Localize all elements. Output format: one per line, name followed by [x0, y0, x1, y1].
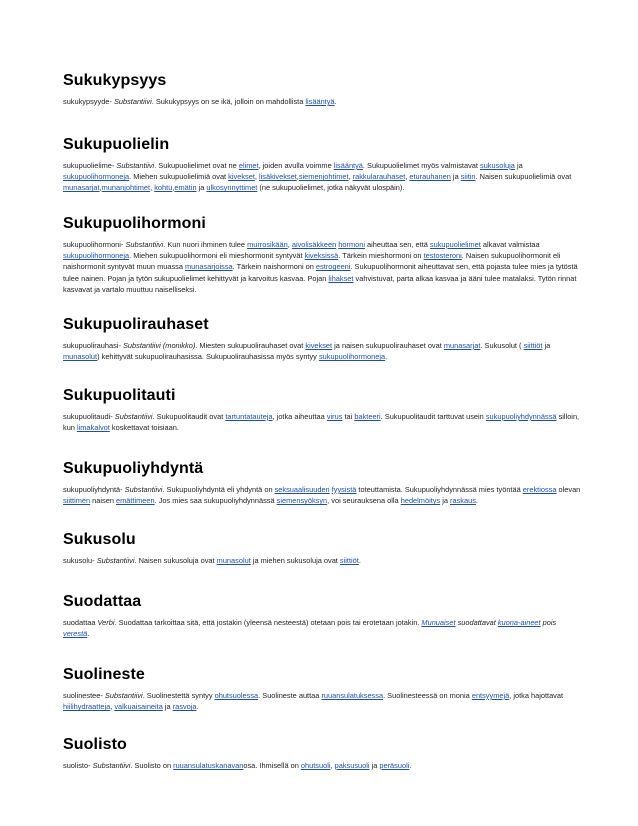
- definition-text: tai: [342, 412, 355, 421]
- glossary-link[interactable]: hiilihydraatteja: [63, 702, 111, 712]
- definition-text: .: [409, 761, 412, 770]
- definition-text: . Miehen sukupuolielimiä ovat: [129, 172, 229, 182]
- definition-text: sukupuoliyhdyntä-: [63, 485, 125, 494]
- definition-text: .: [334, 97, 337, 106]
- entry-definition: [63, 484, 583, 506]
- glossary-link[interactable]: emätin: [174, 183, 197, 193]
- glossary-link[interactable]: ruuansulatuskanavan: [173, 761, 244, 770]
- glossary-link[interactable]: kivekset: [305, 341, 333, 350]
- definition-text: ,: [348, 172, 353, 182]
- glossary-link[interactable]: hedelmöitys: [400, 496, 441, 506]
- definition-text: ,: [405, 172, 410, 182]
- definition-text: suodattaa: [63, 618, 98, 627]
- glossary-link[interactable]: sukupuolihormoneja: [318, 352, 386, 362]
- definition-text: silloin, kun: [63, 412, 580, 433]
- definition-text: sukupuolitaudi-: [63, 412, 115, 421]
- definition-text: . Suolinesteessä on monia: [383, 691, 472, 700]
- glossary-link[interactable]: testosteroni: [423, 251, 462, 261]
- glossary-link[interactable]: emättimeen: [116, 496, 155, 506]
- glossary-link[interactable]: kohtu: [154, 183, 173, 193]
- italic-text: Substantiivi: [104, 691, 143, 700]
- glossary-link[interactable]: kiveksissä: [304, 251, 339, 261]
- entry-sukupuolirauhaset: [63, 316, 583, 362]
- definition-text: . Naisen sukusoluja ovat: [134, 556, 217, 565]
- entry-definition: [63, 340, 583, 362]
- glossary-link[interactable]: seksuaalisuuden: [274, 485, 330, 494]
- entry-definition: [63, 690, 583, 712]
- definition-text: .: [87, 629, 90, 639]
- entry-title: Sukupuolielin: [63, 136, 170, 153]
- glossary-link[interactable]: rasvoja: [172, 702, 197, 712]
- glossary-link[interactable]: estrogeeni: [315, 262, 351, 272]
- definition-text: . Sukupuolitaudit ovat: [152, 412, 226, 421]
- definition-text: toteuttamista. Sukupuoliyhdynnässä mies työntää: [356, 485, 523, 494]
- italic-text: Substantiivi: [113, 97, 152, 106]
- definition-text: . Suolisto on: [130, 761, 174, 770]
- definition-text: . Sukusolut (: [480, 341, 524, 350]
- definition-text: sukusolu-: [63, 556, 97, 565]
- definition-text: . Sukukypsyys on se ikä, jolloin on mahdollista: [151, 97, 306, 106]
- definition-text: ,: [287, 240, 292, 249]
- italic-text: Substantiivi: [96, 556, 135, 565]
- definition-text: sukupuolihormoni-: [63, 240, 126, 249]
- definition-text: ja naisen sukupuolirauhaset ovat: [332, 341, 444, 350]
- glossary-link[interactable]: raskaus: [450, 496, 476, 506]
- entry-suodattaa: [63, 593, 583, 639]
- glossary-link[interactable]: Munuaiset: [421, 618, 456, 627]
- entry-title: Suolisto: [63, 736, 127, 753]
- glossary-link[interactable]: kivekset: [228, 172, 255, 182]
- definition-text: olevan: [556, 485, 581, 494]
- definition-text: sukupuolirauhasi-: [63, 341, 123, 350]
- definition-text: . Miesten sukupuolirauhaset ovat: [195, 341, 306, 350]
- definition-text: . Suolineste auttaa: [258, 691, 322, 700]
- glossary-link[interactable]: sukupuolihormoneja: [63, 251, 130, 261]
- definition-text: ja: [196, 183, 207, 193]
- glossary-link[interactable]: limakalvot: [76, 423, 110, 433]
- entry-definition: [63, 96, 583, 107]
- italic-text: Substantiivi: [124, 485, 163, 494]
- definition-text: ) kehittyvät sukupuolirauhasissa. Sukupuolirauhasissa myös syntyy: [97, 352, 319, 362]
- glossary-link[interactable]: ruuansulatuksessa: [321, 691, 384, 700]
- definition-text: .: [385, 352, 388, 362]
- definition-text: osa. Ihmisellä on: [243, 761, 301, 770]
- entry-definition: [63, 617, 583, 639]
- entry-sukupuolielin: [63, 136, 583, 194]
- entry-suolisto: [63, 736, 583, 771]
- italic-text: Substantiivi: [114, 412, 153, 421]
- definition-text: ,: [296, 172, 299, 182]
- definition-text: suolinestee-: [63, 691, 105, 700]
- glossary-link[interactable]: lisäkivekset: [258, 172, 297, 182]
- glossary-link[interactable]: munasarjat: [443, 341, 481, 350]
- definition-text: ja: [542, 341, 551, 350]
- glossary-link[interactable]: peräsuoli: [379, 761, 410, 770]
- glossary-link[interactable]: lihakset: [328, 273, 354, 283]
- entry-title: Suodattaa: [63, 593, 142, 610]
- definition-text: vahvistuvat, parta alkaa kasvaa ja ääni tulee matalaksi. Tytön rinnat kasvavat ja vartalo muuttuu naiselliseksi.: [63, 273, 577, 294]
- entry-suolineste: [63, 666, 583, 712]
- entry-title: Suolineste: [63, 666, 145, 683]
- glossary-link[interactable]: siittiöt: [523, 341, 543, 350]
- definition-text: . Sukupuolitaudit tarttuvat usein: [380, 412, 486, 421]
- definition-text: . Naisen sukupuolielimiä ovat: [475, 172, 572, 182]
- glossary-link[interactable]: valkuaisaineita: [114, 702, 163, 712]
- glossary-link[interactable]: siittimen: [63, 496, 91, 506]
- definition-text: ,: [110, 702, 115, 712]
- definition-text: , joiden avulla voimme: [258, 161, 334, 170]
- definition-text: . Suodattaa tarkoittaa sitä, että jostakin (yleensä nesteestä) otetaan pois tai erotetaan jotakin.: [114, 618, 422, 627]
- italic-text: suodattavat: [455, 618, 498, 627]
- definition-text: . Sukupuolielimet ovat ne: [154, 161, 239, 170]
- italic-text: Substantiivi: [116, 161, 155, 170]
- glossary-link[interactable]: munanjohtimet: [101, 183, 151, 193]
- glossary-link[interactable]: lisääntyä: [333, 161, 363, 170]
- glossary-link[interactable]: tartuntatauteja: [225, 412, 273, 421]
- definition-text: , voi seurauksena olla: [327, 496, 401, 506]
- glossary-link[interactable]: rakkularauhaset: [352, 172, 406, 182]
- definition-text: ja: [440, 496, 451, 506]
- glossary-link[interactable]: sukupuolihormoneja: [63, 172, 130, 182]
- italic-text: Substantiivi: [125, 240, 164, 249]
- glossary-link[interactable]: fyysistä: [331, 485, 357, 494]
- definition-text: ,: [99, 183, 102, 193]
- definition-text: ja: [162, 702, 173, 712]
- definition-text: .: [358, 556, 361, 565]
- glossary-link[interactable]: lisääntyä: [305, 97, 335, 106]
- entry-definition: [63, 411, 583, 433]
- definition-text: ,: [172, 183, 175, 193]
- definition-text: , jotka aiheuttaa: [272, 412, 327, 421]
- definition-text: . Naisen sukupuolihormonit eli naishormonit syntyvät muun muassa: [63, 251, 561, 272]
- glossary-link[interactable]: ulkosynnyttimet: [206, 183, 258, 193]
- glossary-link[interactable]: aivolisäkkeen: [291, 240, 337, 249]
- definition-text: suolisto-: [63, 761, 93, 770]
- italic-text: Substantiivi (monikko): [122, 341, 196, 350]
- glossary-link[interactable]: erektiossa: [522, 485, 557, 494]
- entry-definition: [63, 239, 583, 295]
- italic-text: Verbi: [97, 618, 115, 627]
- glossary-link[interactable]: eturauhanen: [409, 172, 451, 182]
- definition-text: . Sukupuoliyhdyntä eli yhdyntä on: [162, 485, 275, 494]
- italic-text: Substantiivi: [92, 761, 131, 770]
- entry-definition: [63, 160, 583, 194]
- glossary-link[interactable]: munasolut: [216, 556, 251, 565]
- glossary-link[interactable]: siittiöt: [339, 556, 359, 565]
- glossary-link[interactable]: munasarjoissa: [185, 262, 233, 272]
- definition-text: . Tärkein naishormoni on: [232, 262, 316, 272]
- definition-text: . Kun nuori ihminen tulee: [163, 240, 248, 249]
- definition-text: . Sukupuolihormonit aiheuttavat sen, että pojasta tulee mies ja tytöstä tulee nainen. Pojan ja tytön sukupuolielimet kehittyvät ja karvoitus kasvaa. Pojan: [63, 262, 578, 283]
- italic-text: pois: [540, 618, 557, 627]
- definition-text: (ne sukupuolielimet, jotka näkyvät ulospäin).: [257, 183, 405, 193]
- glossary-link[interactable]: siitin: [460, 172, 476, 182]
- entry-title: Sukusolu: [63, 531, 136, 548]
- definition-text: ja: [450, 172, 461, 182]
- definition-text: sukupuolielime-: [63, 161, 117, 170]
- definition-text: ja miehen sukusoluja ovat: [250, 556, 340, 565]
- definition-text: ja: [514, 161, 523, 170]
- glossary-link[interactable]: kuona-aineet: [497, 618, 541, 627]
- definition-text: , jotka hajottavat: [509, 691, 564, 700]
- glossary-link[interactable]: paksusuoli: [334, 761, 370, 770]
- glossary-link[interactable]: sukusoluja: [480, 161, 515, 170]
- entry-title: Sukupuoliyhdyntä: [63, 460, 204, 477]
- entry-definition: [63, 760, 583, 771]
- glossary-link[interactable]: entsyymejä: [471, 691, 510, 700]
- glossary-link[interactable]: elimet: [238, 161, 259, 170]
- entry-sukupuolihormoni: [63, 215, 583, 295]
- entry-title: Sukukypsyys: [63, 72, 167, 89]
- entry-sukusolu: [63, 531, 583, 566]
- definition-text: naisen: [90, 496, 116, 506]
- definition-text: alkavat valmistaa: [480, 240, 540, 249]
- definition-text: . Sukupuolielimet myös valmistavat: [362, 161, 480, 170]
- definition-text: .: [475, 496, 478, 506]
- definition-text: . Suolinestettä syntyy: [142, 691, 215, 700]
- glossary-link[interactable]: virus: [326, 412, 343, 421]
- entry-definition: [63, 555, 583, 566]
- definition-text: ja: [369, 761, 380, 770]
- glossary-link[interactable]: ohutsuolessa: [214, 691, 259, 700]
- glossary-link[interactable]: munasolut: [63, 352, 98, 362]
- entry-title: Sukupuolihormoni: [63, 215, 206, 232]
- glossary-link[interactable]: munasarjat: [63, 183, 100, 193]
- entry-title: Sukupuolirauhaset: [63, 316, 209, 333]
- definition-text: sukukypsyyde-: [63, 97, 114, 106]
- definition-text: ,: [150, 183, 155, 193]
- glossary-link[interactable]: siemenjohtimet: [298, 172, 349, 182]
- glossary-link[interactable]: siemensyöksyn: [276, 496, 328, 506]
- entry-title: Sukupuolitauti: [63, 387, 176, 404]
- definition-text: .: [196, 702, 199, 712]
- definition-text: koskettavat toisiaan.: [109, 423, 179, 433]
- glossary-link[interactable]: sukupuolielimet: [429, 240, 481, 249]
- glossary-link[interactable]: ohutsuoli: [300, 761, 331, 770]
- glossary-link[interactable]: verestä: [63, 629, 88, 639]
- glossary-link[interactable]: hormoni: [338, 240, 365, 249]
- entry-sukupuoliyhdynta: [63, 460, 583, 506]
- definition-text: . Jos mies saa sukupuoliyhdynnässä: [154, 496, 277, 506]
- definition-text: ,: [330, 761, 335, 770]
- entry-sukupuolitauti: [63, 387, 583, 433]
- definition-text: . Tärkein mieshormoni on: [338, 251, 424, 261]
- glossary-link[interactable]: bakteeri: [354, 412, 381, 421]
- glossary-link[interactable]: murrosikään: [247, 240, 288, 249]
- definition-text: . Miehen sukupuolihormoni eli mieshormonit syntyvät: [129, 251, 305, 261]
- glossary-link[interactable]: sukupuoliyhdynnässä: [485, 412, 557, 421]
- definition-text: aiheuttaa sen, että: [364, 240, 430, 249]
- entry-sukukypsyys: [63, 72, 583, 107]
- definition-text: ,: [254, 172, 259, 182]
